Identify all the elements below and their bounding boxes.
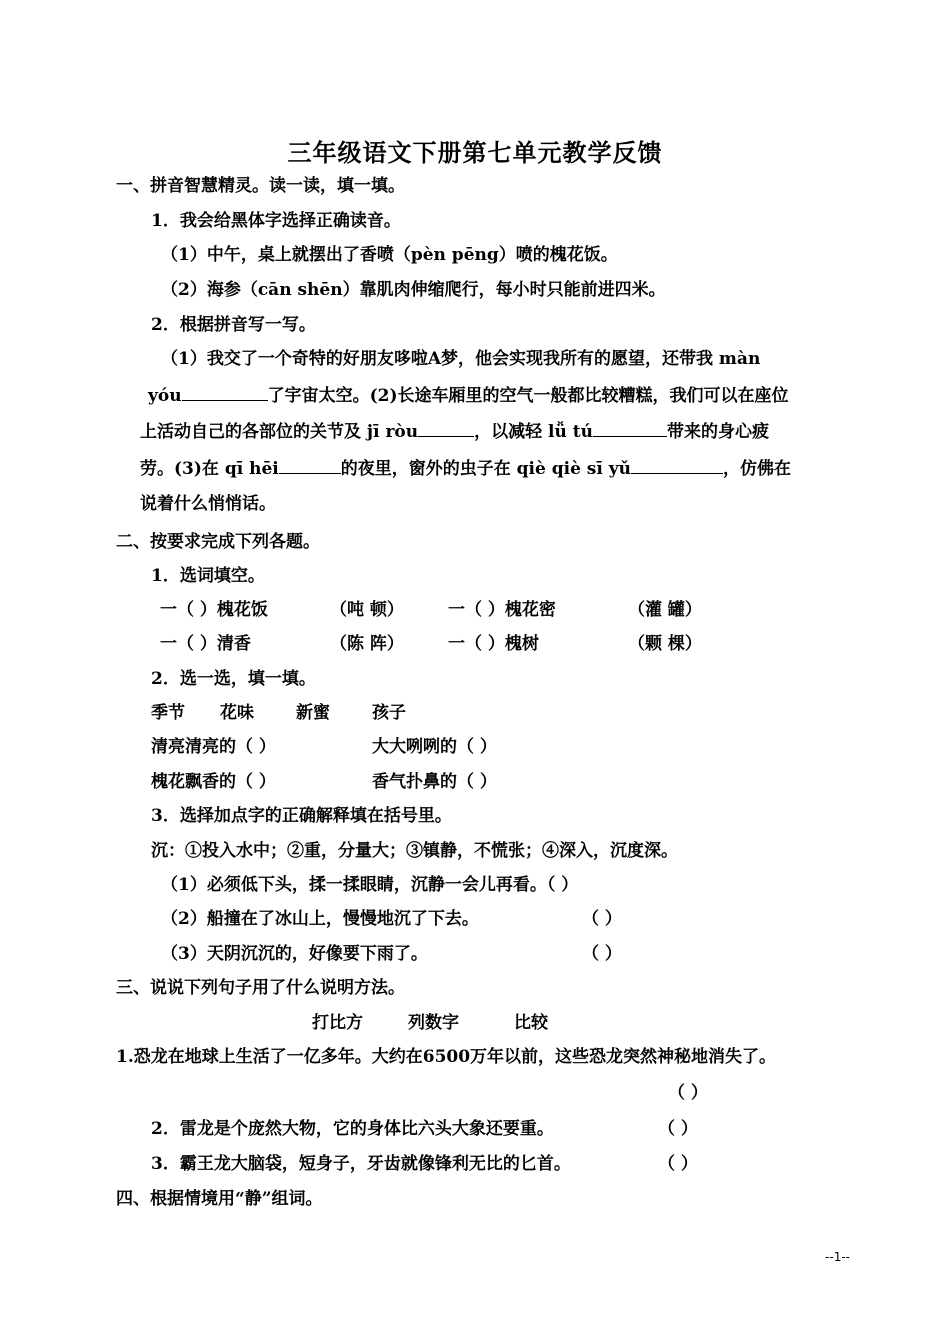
pinyin-text: yóu bbox=[148, 386, 182, 406]
method-option: 打比方 bbox=[312, 1013, 363, 1033]
sec1-q1: 1．我会给黑体字选择正确读音。 bbox=[151, 211, 401, 231]
sec2-q3-item3: （3）天阴沉沉的，好像要下雨了。 bbox=[161, 944, 428, 964]
sentence-text: ，仿佛在 bbox=[723, 459, 791, 479]
section-3-heading: 三、说说下列句子用了什么说明方法。 bbox=[116, 978, 405, 998]
sec2-q3: 3．选择加点字的正确解释填在括号里。 bbox=[151, 806, 452, 826]
choice-row1-a: 一（ ）槐花饭 bbox=[160, 600, 268, 620]
sec2-q3-item1: （1）必须低下头，揉一揉眼睛，沉静一会儿再看。（ ） bbox=[161, 875, 579, 895]
sec3-sentence2: 2．雷龙是个庞然大物，它的身体比六头大象还要重。 bbox=[151, 1119, 554, 1139]
fill-item: 清亮清亮的（ ） bbox=[151, 737, 276, 757]
method-option: 列数字 bbox=[408, 1013, 459, 1033]
word-option: 季节 bbox=[151, 703, 185, 723]
section-2-heading: 二、按要求完成下列各题。 bbox=[116, 532, 320, 552]
sentence-text: 的夜里，窗外的虫子在 qiè qiè sī yǔ bbox=[340, 459, 631, 479]
fill-item: 大大咧咧的（ ） bbox=[372, 737, 497, 757]
answer-bracket: （ ） bbox=[658, 1119, 698, 1139]
sec3-sentence3: 3．霸王龙大脑袋，短身子，牙齿就像锋利无比的匕首。 bbox=[151, 1154, 571, 1174]
word-option: 花味 bbox=[220, 703, 254, 723]
answer-blank[interactable] bbox=[631, 455, 723, 474]
choice-row2-a: 一（ ）清香 bbox=[160, 634, 251, 654]
sec1-q2-line3 bbox=[140, 418, 769, 444]
sec1-q1-item2: （2）海参（cān shēn）靠肌肉伸缩爬行，每小时只能前进四米。 bbox=[161, 280, 666, 300]
answer-bracket: （ ） bbox=[582, 909, 622, 929]
sentence-text: 劳。(3)在 qī hēi bbox=[140, 459, 279, 479]
answer-blank[interactable] bbox=[418, 418, 474, 437]
sec1-q2-line2 bbox=[148, 382, 789, 408]
section-4-heading: 四、根据情境用“静”组词。 bbox=[116, 1189, 323, 1209]
choice-row1-b: （吨 顿） bbox=[330, 600, 404, 620]
answer-blank[interactable] bbox=[279, 455, 341, 474]
sec1-q2-line4 bbox=[140, 455, 791, 481]
sec1-q1-item1: （1）中午，桌上就摆出了香喷（pèn pēng）喷的槐花饭。 bbox=[161, 245, 618, 265]
choice-row2-c: 一（ ）槐树 bbox=[448, 634, 539, 654]
fill-item: 香气扑鼻的（ ） bbox=[372, 772, 497, 792]
sec2-q3-item2: （2）船撞在了冰山上，慢慢地沉了下去。 bbox=[161, 909, 479, 929]
word-option: 孩子 bbox=[372, 703, 406, 723]
sec2-q2: 2．选一选，填一填。 bbox=[151, 669, 316, 689]
answer-bracket: （ ） bbox=[668, 1083, 708, 1103]
fill-item: 槐花飘香的（ ） bbox=[151, 772, 276, 792]
sentence-text: 带来的身心疲 bbox=[666, 422, 769, 442]
method-option: 比较 bbox=[514, 1013, 548, 1033]
word-option: 新蜜 bbox=[296, 703, 330, 723]
sentence-text: 上活动自己的各部位的关节及 jī ròu bbox=[140, 422, 419, 442]
answer-bracket: （ ） bbox=[658, 1154, 698, 1174]
page-title: 三年级语文下册第七单元教学反馈 bbox=[287, 138, 663, 167]
page-number: --1-- bbox=[825, 1250, 850, 1264]
choice-row1-c: 一（ ）槐花密 bbox=[448, 600, 556, 620]
sec3-sentence1: 1.恐龙在地球上生活了一亿多年。大约在6500万年以前，这些恐龙突然神秘地消失了。 bbox=[116, 1047, 777, 1067]
answer-blank[interactable] bbox=[593, 418, 667, 437]
choice-row2-b: （陈 阵） bbox=[330, 634, 404, 654]
answer-bracket: （ ） bbox=[582, 944, 622, 964]
choice-row1-d: （灌 罐） bbox=[628, 600, 702, 620]
sec1-q2-line1: （1）我交了一个奇特的好朋友哆啦A梦，他会实现我所有的愿望，还带我 màn bbox=[161, 349, 761, 369]
sec2-q1: 1．选词填空。 bbox=[151, 566, 265, 586]
sec1-q2: 2．根据拼音写一写。 bbox=[151, 315, 316, 335]
sentence-text: 了宇宙太空。(2)长途车厢里的空气一般都比较糟糕，我们可以在座位 bbox=[267, 386, 789, 406]
sentence-text: ，以减轻 lǚ tú bbox=[474, 422, 593, 442]
sec1-q2-line5: 说着什么悄悄话。 bbox=[140, 494, 276, 514]
sec2-q3-definitions: 沉：①投入水中；②重，分量大；③镇静，不慌张；④深入，沉度深。 bbox=[151, 841, 678, 861]
section-1-heading: 一、拼音智慧精灵。读一读，填一填。 bbox=[116, 176, 405, 196]
answer-blank[interactable] bbox=[182, 382, 268, 401]
choice-row2-d: （颗 棵） bbox=[628, 634, 702, 654]
